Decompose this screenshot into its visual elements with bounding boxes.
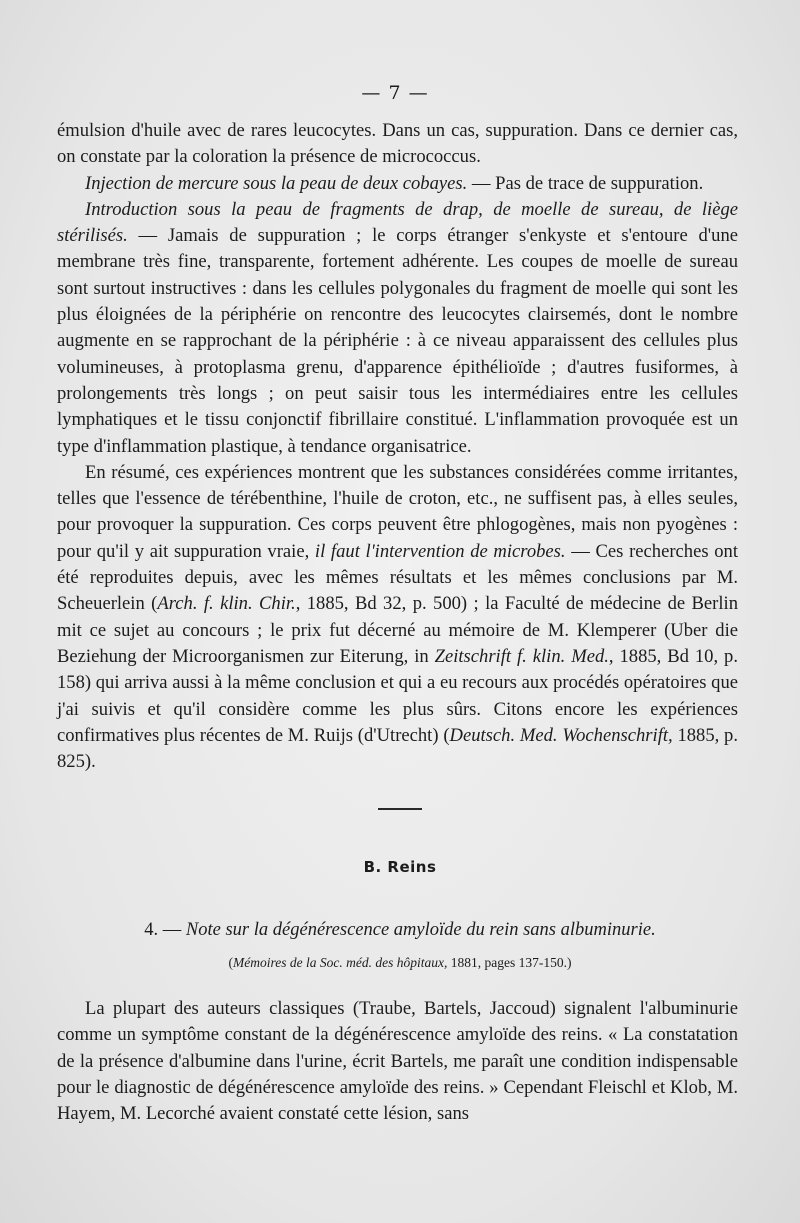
source-pages: 1881, pages 137-150.) <box>447 955 572 970</box>
citation-arch-klin-chir: Arch. f. klin. Chir. <box>157 593 296 615</box>
paragraph-text: En résumé, ces expériences montrent que les substances considérées comme irritantes, telles que l'essence de térébenthine, l'huile de croton, etc., ne suffisent pas, à elles seules, pour provoquer la suppuration. Ces corps peuvent être phlogogènes, mais non pyogènes : pour qu'il y ait suppuration vraie, <box>57 461 738 562</box>
paragraph-text: , 1885, Bd 10, p. 158) qui arriva aussi à la même conclusion et qui a eu recours aux procédés opératoires que j'ai suivis et qu'il considère comme les plus sûrs. Citons encore les expériences confirmatives plus récentes de M. Ruijs (d'Utrecht) ( <box>57 645 738 746</box>
text-block-experiments <box>57 118 738 775</box>
paragraph-mercure <box>57 171 738 197</box>
paragraph-heading-italic: Introduction sous la peau de fragments de drap, de moelle de sureau, de liège stérilisés. <box>57 198 738 247</box>
paragraph-text: 1885, p. 825). <box>57 724 738 773</box>
paragraph-amyloide <box>57 996 738 1127</box>
paragraph-text: — Ces recherches ont été reproduites depuis, avec les mêmes résultats et les mêmes conclusions par M. Scheuerlein ( <box>57 540 738 615</box>
page-number: — 7 — <box>361 82 429 104</box>
emphasis-microbes: il faut l'intervention de microbes. <box>314 540 566 562</box>
note-heading <box>0 920 800 941</box>
paragraph-heading-italic: Injection de mercure sous la peau de deux cobayes. <box>85 172 468 194</box>
paragraph-emulsion <box>57 118 738 171</box>
paragraph-text: — Pas de trace de suppuration. <box>467 172 704 194</box>
text-block-reins <box>57 996 738 1127</box>
citation-zeitschrift: Zeitschrift f. klin. Med. <box>434 645 609 667</box>
paragraph-text: — Jamais de suppuration ; le corps étranger s'enkyste et s'entoure d'une membrane très fine, transparente, fortement adhérente. Les coupes de moelle de sureau sont surtout instructives : dans les cellules polygonales du fragment de moelle qui sont les plus éloignées de la périphérie on rencontre des leucocytes clairsemés, dont le nombre augmente en se rapprochant de la périphérie : à ce niveau apparaissent des cellules plus volumineuses, à protoplasma grenu, d'apparence épithélioïde ; d'autres fusiformes, à prolongements très longs ; on peut saisir tous les intermédiaires entre les cellules lymphatiques et le tissu conjonctif fibrillaire constitué. L'inflammation provoquée est un type d'inflammation plastique, à tendance organisatrice. <box>57 225 738 457</box>
paragraph-text: La plupart des auteurs classiques (Traube, Bartels, Jaccoud) signalent l'albuminurie comme un symptôme constant de la dégénérescence amyloïde des reins. « La constatation de la présence d'albumine dans l'urine, écrit Bartels, me paraît une condition indispensable pour le diagnostic de dégénérescence amyloïde des reins. » Cependant Fleischl et Klob, M. Hayem, M. Lecorché avaient constaté cette lésion, sans <box>57 998 738 1125</box>
paragraph-text: , 1885, Bd 32, p. 500) ; la Faculté de médecine de Berlin mit ce sujet au concours ; le prix fut décerné au mémoire de M. Klemperer (Uber die Beziehung der Microorganismen zur Eiterung, in <box>57 593 738 667</box>
source-journal: Mémoires de la Soc. méd. des hôpitaux, <box>233 955 448 970</box>
source-paren: ( <box>228 955 234 970</box>
note-source <box>0 955 800 971</box>
note-title: Note sur la dégénérescence amyloïde du rein sans albuminurie. <box>185 920 656 940</box>
section-divider <box>378 808 422 810</box>
paragraph-text: émulsion d'huile avec de rares leucocytes. Dans un cas, suppuration. Dans ce dernier cas, on constate par la coloration la présence de micrococcus. <box>57 120 738 168</box>
note-number: 4. — <box>144 920 186 940</box>
paragraph-resume <box>57 460 738 776</box>
paragraph-introduction <box>57 197 738 460</box>
citation-deutsch-med: Deutsch. Med. Wochenschrift, <box>449 724 673 746</box>
section-title: B. Reins <box>363 858 437 876</box>
